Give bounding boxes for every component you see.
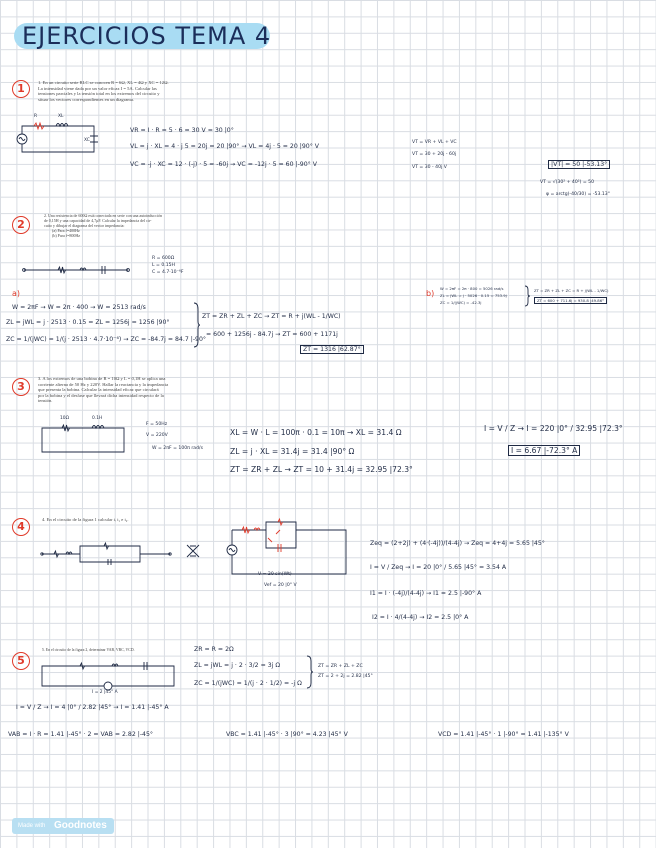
page-title: EJERCICIOS TEMA 4 [22,22,272,50]
ex1-statement [38,80,248,102]
ex3-eq-zt: ZT = ZR + ZL → ZT = 10 + 31.4j = 32.95 |72.3° [230,465,413,474]
ex3-statement-line: tensión. [38,398,53,404]
ex5-vcd: VCD = 1.41 |-45° · 1 |-90° = 1.41 |-135° V [438,731,569,738]
ex4-eq-i1: I1 = I · (-4j)/(4-4j) → I1 = 2.5 |-90° A [370,590,482,597]
ex1-eq-vc: VC = -j · XC = 12 · (-j) · 5 = -60j → VC = -12j · 5 = 60 |-90° V [130,161,317,168]
ex2-a-eq-zl: ZL = jWL = j · 2513 · 0.15 = ZL = 1256j = 1256 |90° [6,319,170,326]
ex3-statement-line: que presenta la bobina. Calcular la intensidad eficaz que circulará [38,387,159,393]
ex2-a-zt-1: ZT = ZR + ZL + ZC → ZT = R + j(WL - 1/WC) [202,313,341,320]
ex3-eq-zl: ZL = j · XL = 31.4j = 31.4 |90° Ω [230,447,355,456]
ex3-statement-line: 3. A los extremos de una bobina de R = 10Ω y L = 0,1H se aplica una [38,376,166,381]
made-with-text: Made with [18,823,46,829]
ex5-vab: VAB = I · R = 1.41 |-45° · 2 = VAB = 2.82 |-45° [8,731,154,738]
ex2-statement-line: 2. Una resistencia de 600Ω está conectada en serie con una autoinducción [44,213,163,218]
ex3-label-l: 0.1H [92,416,103,421]
ex1-vt-3: VT = 30 - 40j V [412,165,447,170]
ex5-source-label: I = 2 |45° A [92,690,118,695]
ex2-a-result: ZT = 1316 |62.87° [300,345,364,354]
ex2-statement-line: de 0,15H y una capacidad de 4,7μF. Calcular la impedancia del cir- [44,218,152,223]
ex2-part-a-label: a) [12,289,21,298]
ex3-current-result: I = 6.67 |-72.3° A [508,445,580,456]
ex2-a-zt-2: = 600 + 1256j - 84.7j → ZT = 600 + 1171j [206,331,338,338]
ex2-given-l: L = 0.15H [152,263,176,268]
ex4-eq-zeq: Zeq = (2+2j) + (4·(-4j))/(4-4j) → Zeq = 4+4j = 5.65 |45° [370,540,545,547]
ex4-given-vef: Vef = 20 |0° V [264,583,297,588]
ex1-circuit-diagram [18,118,108,158]
ex1-label-xc: XC [84,138,90,143]
exercise-number-5: 5 [12,652,30,670]
exercise-number-4: 4 [12,518,30,536]
ex5-eq-zl: ZL = jWL = j · 2 · 3/2 = 3j Ω [194,662,281,669]
title-highlight [14,20,270,52]
ex3-given-f: F = 50Hz [146,422,168,427]
ex1-statement-line: La intensidad viene dada por un valor eficaz I = 5A. Calcular las [38,85,157,91]
ex3-statement-line: por la bobina y el desfase que llevará dicha intensidad respecto de la [38,392,164,398]
ex2-a-brace [192,302,200,348]
ex2-b-eq-zl: ZL = jWL = j · 5026 · 0.15 = 753.9j [440,293,507,298]
ex5-current: I = V / Z → I = 4 |0° / 2.82 |45° → I = 1.41 |-45° A [16,704,169,711]
goodnotes-logo-text: Goodnotes [54,820,107,831]
ex2-given-c: C = 4.7·10⁻⁶F [152,270,184,275]
ex4-given-v: V = 20 sin(Wt) [258,572,292,577]
ex1-statement-line: situar los vectores correspondientes en un diagrama. [38,96,135,102]
ex4-eq-i: I = V / Zeq → I = 20 |0° / 5.65 |45° = 3.54 A [370,564,507,571]
ex2-b-result: ZT = 600 + 711.6j = 930.8 |49.86° [534,297,607,304]
ex2-a-eq-w: W = 2πF → W = 2π · 400 → W = 2513 rad/s [12,304,146,311]
ex2-b-zt-1: ZT = ZR + ZL + ZC = R + j(WL - 1/WC) [534,288,609,293]
ex4-figure-1 [40,540,174,572]
ex1-result-box: |VT| = 50 |-53.13° [548,160,610,169]
ex5-brace [306,655,314,691]
ex2-statement-line: (a) Para f=400Hz [52,228,80,233]
ex2-statement-line: (b) Para f=800Hz [52,233,81,238]
ex5-zt-1: ZT = ZR + ZL + ZC [318,664,363,669]
ex2-b-brace [524,285,530,307]
ex2-a-eq-zc: ZC = 1/(jWC) = 1/(j · 2513 · 4.7·10⁻⁶) → ZC = -84.7j = 84.7 |-90° [6,336,207,343]
ex1-modulus: VT = √(30² + 40²) = 50 [540,180,594,185]
ex2-statement [44,213,214,238]
ex2-b-eq-w: W = 2πF = 2π · 800 = 5026 rad/s [440,286,504,291]
ex5-eq-zc: ZC = 1/(jWC) = 1/(j · 2 · 1/2) = -j Ω [194,680,302,687]
ex5-vbc: VBC = 1.41 |-45° · 3 |90° = 4.23 |45° V [226,731,348,738]
ex5-eq-zr: ZR = R = 2Ω [194,646,234,653]
ex3-current-1: I = V / Z → I = 220 |0° / 32.95 |72.3° [484,424,623,433]
ex1-label-xl: XL [58,114,64,119]
ex3-statement-line: corriente alterna de 50 Hz y 220V. Hallar la reactancia y la impedancia [38,381,169,387]
ex1-vt-1: VT = VR + VL + VC [412,140,457,145]
ex1-angle: φ = arctg(-40/30) = -53.13° [546,192,611,197]
ex3-statement [38,376,246,404]
exercise-number-3: 3 [12,378,30,396]
ex1-label-r: R [34,114,38,119]
ex4-circuit-diagram [220,518,360,580]
ex1-statement-line: 1. En un circuito serie RLC se conocen R = 6Ω, XL = 4Ω y XC = 12Ω. [38,80,169,85]
ex4-transform-mark [186,544,200,558]
ex5-statement-line: 5. En el circuito de la figura 2, determinar VAB, VBC, VCD. [42,648,135,652]
goodnotes-badge [12,818,114,834]
ex1-eq-vr: VR = I · R = 5 · 6 = 30 V = 30 |0° [130,127,234,134]
ex4-eq-i2: I2 = I · 4/(4-4j) → I2 = 2.5 |0° A [372,614,469,621]
ex1-statement-line: tensiones parciales y la tensión total en los extremos del circuito y [38,91,160,97]
ex3-given-v: V = 220V [146,433,168,438]
ex3-eq-xl: XL = W · L = 100π · 0.1 = 10π → XL = 31.4 Ω [230,428,402,437]
ex1-vt-2: VT = 30 + 20j - 60j [412,152,457,157]
ex2-b-eq-zc: ZC = 1/(jWC) = -42.3j [440,300,482,305]
ex2-circuit-diagram [22,262,132,276]
ex5-figure-2 [40,660,180,694]
ex2-statement-line: cuito y dibujar el diagrama del vector impedancia: [44,223,125,228]
ex3-circuit-diagram [40,420,130,456]
ex2-part-b-label: b) [426,289,435,298]
ex1-eq-vl: VL = j · XL = 4 · j 5 = 20j = 20 |90° → VL = 4j · 5 = 20 |90° V [130,143,320,150]
exercise-number-1: 1 [12,80,30,98]
ex5-zt-2: ZT = 2 + 2j = 2.82 |45° [318,674,373,679]
ex4-statement-line: 4. En el circuito de la figura 1 calcular i, i₁ e i₂. [42,517,129,522]
ex4-statement [42,517,202,523]
ex5-statement [42,648,192,654]
ex3-given-w: W = 2πF = 100π rad/s [152,446,203,451]
ex3-label-r: 10Ω [60,416,69,421]
exercise-number-2: 2 [12,216,30,234]
ex2-given-r: R = 600Ω [152,256,175,261]
